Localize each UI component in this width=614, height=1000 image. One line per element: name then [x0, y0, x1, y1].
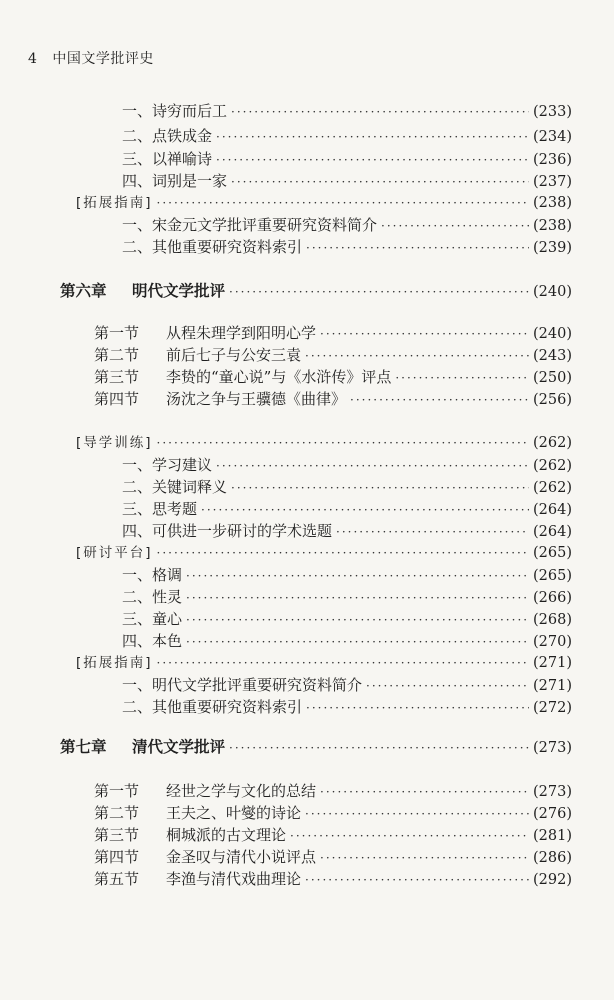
toc-entry-title: 二、点铁成金 — [122, 127, 213, 145]
toc-chapter — [0, 736, 614, 758]
toc-page-number: (250) — [533, 370, 572, 386]
toc-page-number: (286) — [533, 850, 572, 866]
toc-entry-title: [研讨平台] — [76, 545, 153, 561]
dot-leader — [229, 281, 529, 303]
toc-entry-title: 汤沈之争与王骥德《曲律》 — [166, 390, 347, 408]
toc-entry — [0, 148, 614, 170]
toc-entry — [0, 564, 614, 586]
toc-entry-title: 桐城派的古文理论 — [166, 826, 287, 844]
toc-section-heading — [0, 432, 614, 454]
dot-leader — [320, 781, 529, 803]
toc-entry-title: 四、词别是一家 — [122, 172, 228, 190]
toc-page-number: (273) — [533, 784, 572, 800]
section-number: 第一节 — [94, 324, 140, 342]
dot-leader — [231, 101, 529, 123]
toc-section-heading — [0, 192, 614, 214]
toc-page-number: (276) — [533, 806, 572, 822]
toc-entry — [0, 586, 614, 608]
toc-section — [0, 802, 614, 824]
dot-leader — [320, 847, 529, 869]
dot-leader — [216, 126, 529, 148]
toc-page-number: (270) — [533, 634, 572, 650]
toc-page-number: (243) — [533, 348, 572, 364]
toc-entry — [0, 454, 614, 476]
toc-page-number: (268) — [533, 612, 572, 628]
toc-entry-title: 一、学习建议 — [122, 456, 213, 474]
toc-page-number: (237) — [533, 174, 572, 190]
section-number: 第四节 — [94, 848, 140, 866]
dot-leader — [157, 652, 529, 674]
toc-page-number: (272) — [533, 700, 572, 716]
toc-page-number: (265) — [533, 568, 572, 584]
toc-entry-title: 李渔与清代戏曲理论 — [166, 870, 302, 888]
toc-page-number: (281) — [533, 828, 572, 844]
toc-entry-title: 一、宋金元文学批评重要研究资料简介 — [122, 216, 378, 234]
dot-leader — [216, 149, 529, 171]
chapter-number: 第六章 — [60, 281, 107, 300]
toc-entry — [0, 520, 614, 542]
section-number: 第三节 — [94, 368, 140, 386]
section-number: 第四节 — [94, 390, 140, 408]
toc-page-number: (264) — [533, 502, 572, 518]
dot-leader — [229, 737, 529, 759]
toc-entry-title: 一、明代文学批评重要研究资料简介 — [122, 676, 363, 694]
toc-entry-title: 三、以禅喻诗 — [122, 150, 213, 168]
toc-page-number: (262) — [533, 458, 572, 474]
toc-entry-title: 王夫之、叶燮的诗论 — [166, 804, 302, 822]
toc-entry — [0, 498, 614, 520]
toc-page-number: (238) — [533, 218, 572, 234]
dot-leader — [157, 432, 529, 454]
toc-entry — [0, 476, 614, 498]
dot-leader — [395, 367, 529, 389]
dot-leader — [306, 237, 529, 259]
toc-page-number: (238) — [533, 195, 572, 211]
toc-entry-title: 一、格调 — [122, 566, 183, 584]
section-number: 第二节 — [94, 804, 140, 822]
toc-entry-title: 三、童心 — [122, 610, 183, 628]
page-number: 4 — [28, 51, 38, 67]
toc-entry — [0, 236, 614, 258]
toc-page-number: (234) — [533, 129, 572, 145]
dot-leader — [186, 565, 529, 587]
dot-leader — [231, 477, 529, 499]
toc-page-number: (236) — [533, 152, 572, 168]
toc-section-heading — [0, 542, 614, 564]
toc-page-number: (239) — [533, 240, 572, 256]
dot-leader — [186, 587, 529, 609]
toc-page-number: (264) — [533, 524, 572, 540]
toc-section — [0, 344, 614, 366]
toc-section — [0, 868, 614, 890]
dot-leader — [157, 192, 529, 214]
toc-entry-title: 一、诗穷而后工 — [122, 102, 228, 120]
toc-entry-title: 清代文学批评 — [132, 737, 226, 756]
toc-entry — [0, 696, 614, 718]
dot-leader — [305, 345, 529, 367]
dot-leader — [350, 389, 529, 411]
toc-entry — [0, 630, 614, 652]
section-number: 第三节 — [94, 826, 140, 844]
toc-entry — [0, 214, 614, 236]
toc-entry-title: 二、其他重要研究资料索引 — [122, 238, 303, 256]
dot-leader — [157, 542, 529, 564]
toc-page-number: (256) — [533, 392, 572, 408]
toc-page-number: (266) — [533, 590, 572, 606]
toc-page-number: (271) — [533, 655, 572, 671]
toc-entry-title: 李贽的“童心说”与《水浒传》评点 — [166, 368, 392, 386]
toc-entry-title: 三、思考题 — [122, 500, 198, 518]
dot-leader — [381, 215, 529, 237]
toc-entry — [0, 170, 614, 192]
toc-page-number: (233) — [533, 104, 572, 120]
toc-entry-title: 经世之学与文化的总结 — [166, 782, 317, 800]
toc-entry — [0, 674, 614, 696]
dot-leader — [305, 803, 529, 825]
toc-entry — [0, 608, 614, 630]
toc-page-number: (240) — [533, 326, 572, 342]
toc-page-number: (262) — [533, 435, 572, 451]
toc-page-number: (273) — [533, 740, 572, 756]
dot-leader — [306, 697, 529, 719]
toc-section — [0, 846, 614, 868]
chapter-number: 第七章 — [60, 737, 107, 756]
toc-entry-title: 二、性灵 — [122, 588, 183, 606]
toc-section — [0, 322, 614, 344]
toc-entry-title: 明代文学批评 — [132, 281, 226, 300]
dot-leader — [201, 499, 529, 521]
toc-entry-title: [拓展指南] — [76, 655, 153, 671]
toc-page-number: (262) — [533, 480, 572, 496]
toc-page-number: (265) — [533, 545, 572, 561]
toc-chapter — [0, 280, 614, 302]
toc-entry-title: 从程朱理学到阳明心学 — [166, 324, 317, 342]
toc-entry-title: [导学训练] — [76, 435, 153, 451]
toc-page-number: (240) — [533, 284, 572, 300]
dot-leader — [366, 675, 529, 697]
toc-section — [0, 824, 614, 846]
dot-leader — [186, 609, 529, 631]
dot-leader — [186, 631, 529, 653]
dot-leader — [305, 869, 529, 891]
toc-entry — [0, 125, 614, 147]
toc-entry-title: [拓展指南] — [76, 195, 153, 211]
section-number: 第二节 — [94, 346, 140, 364]
toc-page-number: (292) — [533, 872, 572, 888]
toc-section — [0, 388, 614, 410]
toc-section-heading — [0, 652, 614, 674]
toc-section — [0, 780, 614, 802]
dot-leader — [290, 825, 529, 847]
toc-entry-title: 金圣叹与清代小说评点 — [166, 848, 317, 866]
toc-entry-title: 二、关键词释义 — [122, 478, 228, 496]
toc-entry-title: 前后七子与公安三袁 — [166, 346, 302, 364]
toc-entry-title: 四、本色 — [122, 632, 183, 650]
toc-entry — [0, 100, 614, 122]
dot-leader — [216, 455, 529, 477]
running-header — [28, 48, 154, 68]
section-number: 第一节 — [94, 782, 140, 800]
dot-leader — [336, 521, 529, 543]
toc-section — [0, 366, 614, 388]
dot-leader — [231, 171, 529, 193]
toc-entry-title: 四、可供进一步研讨的学术选题 — [122, 522, 333, 540]
toc-page-number: (271) — [533, 678, 572, 694]
toc-entry-title: 二、其他重要研究资料索引 — [122, 698, 303, 716]
section-number: 第五节 — [94, 870, 140, 888]
dot-leader — [320, 323, 529, 345]
book-title: 中国文学批评史 — [52, 51, 154, 67]
